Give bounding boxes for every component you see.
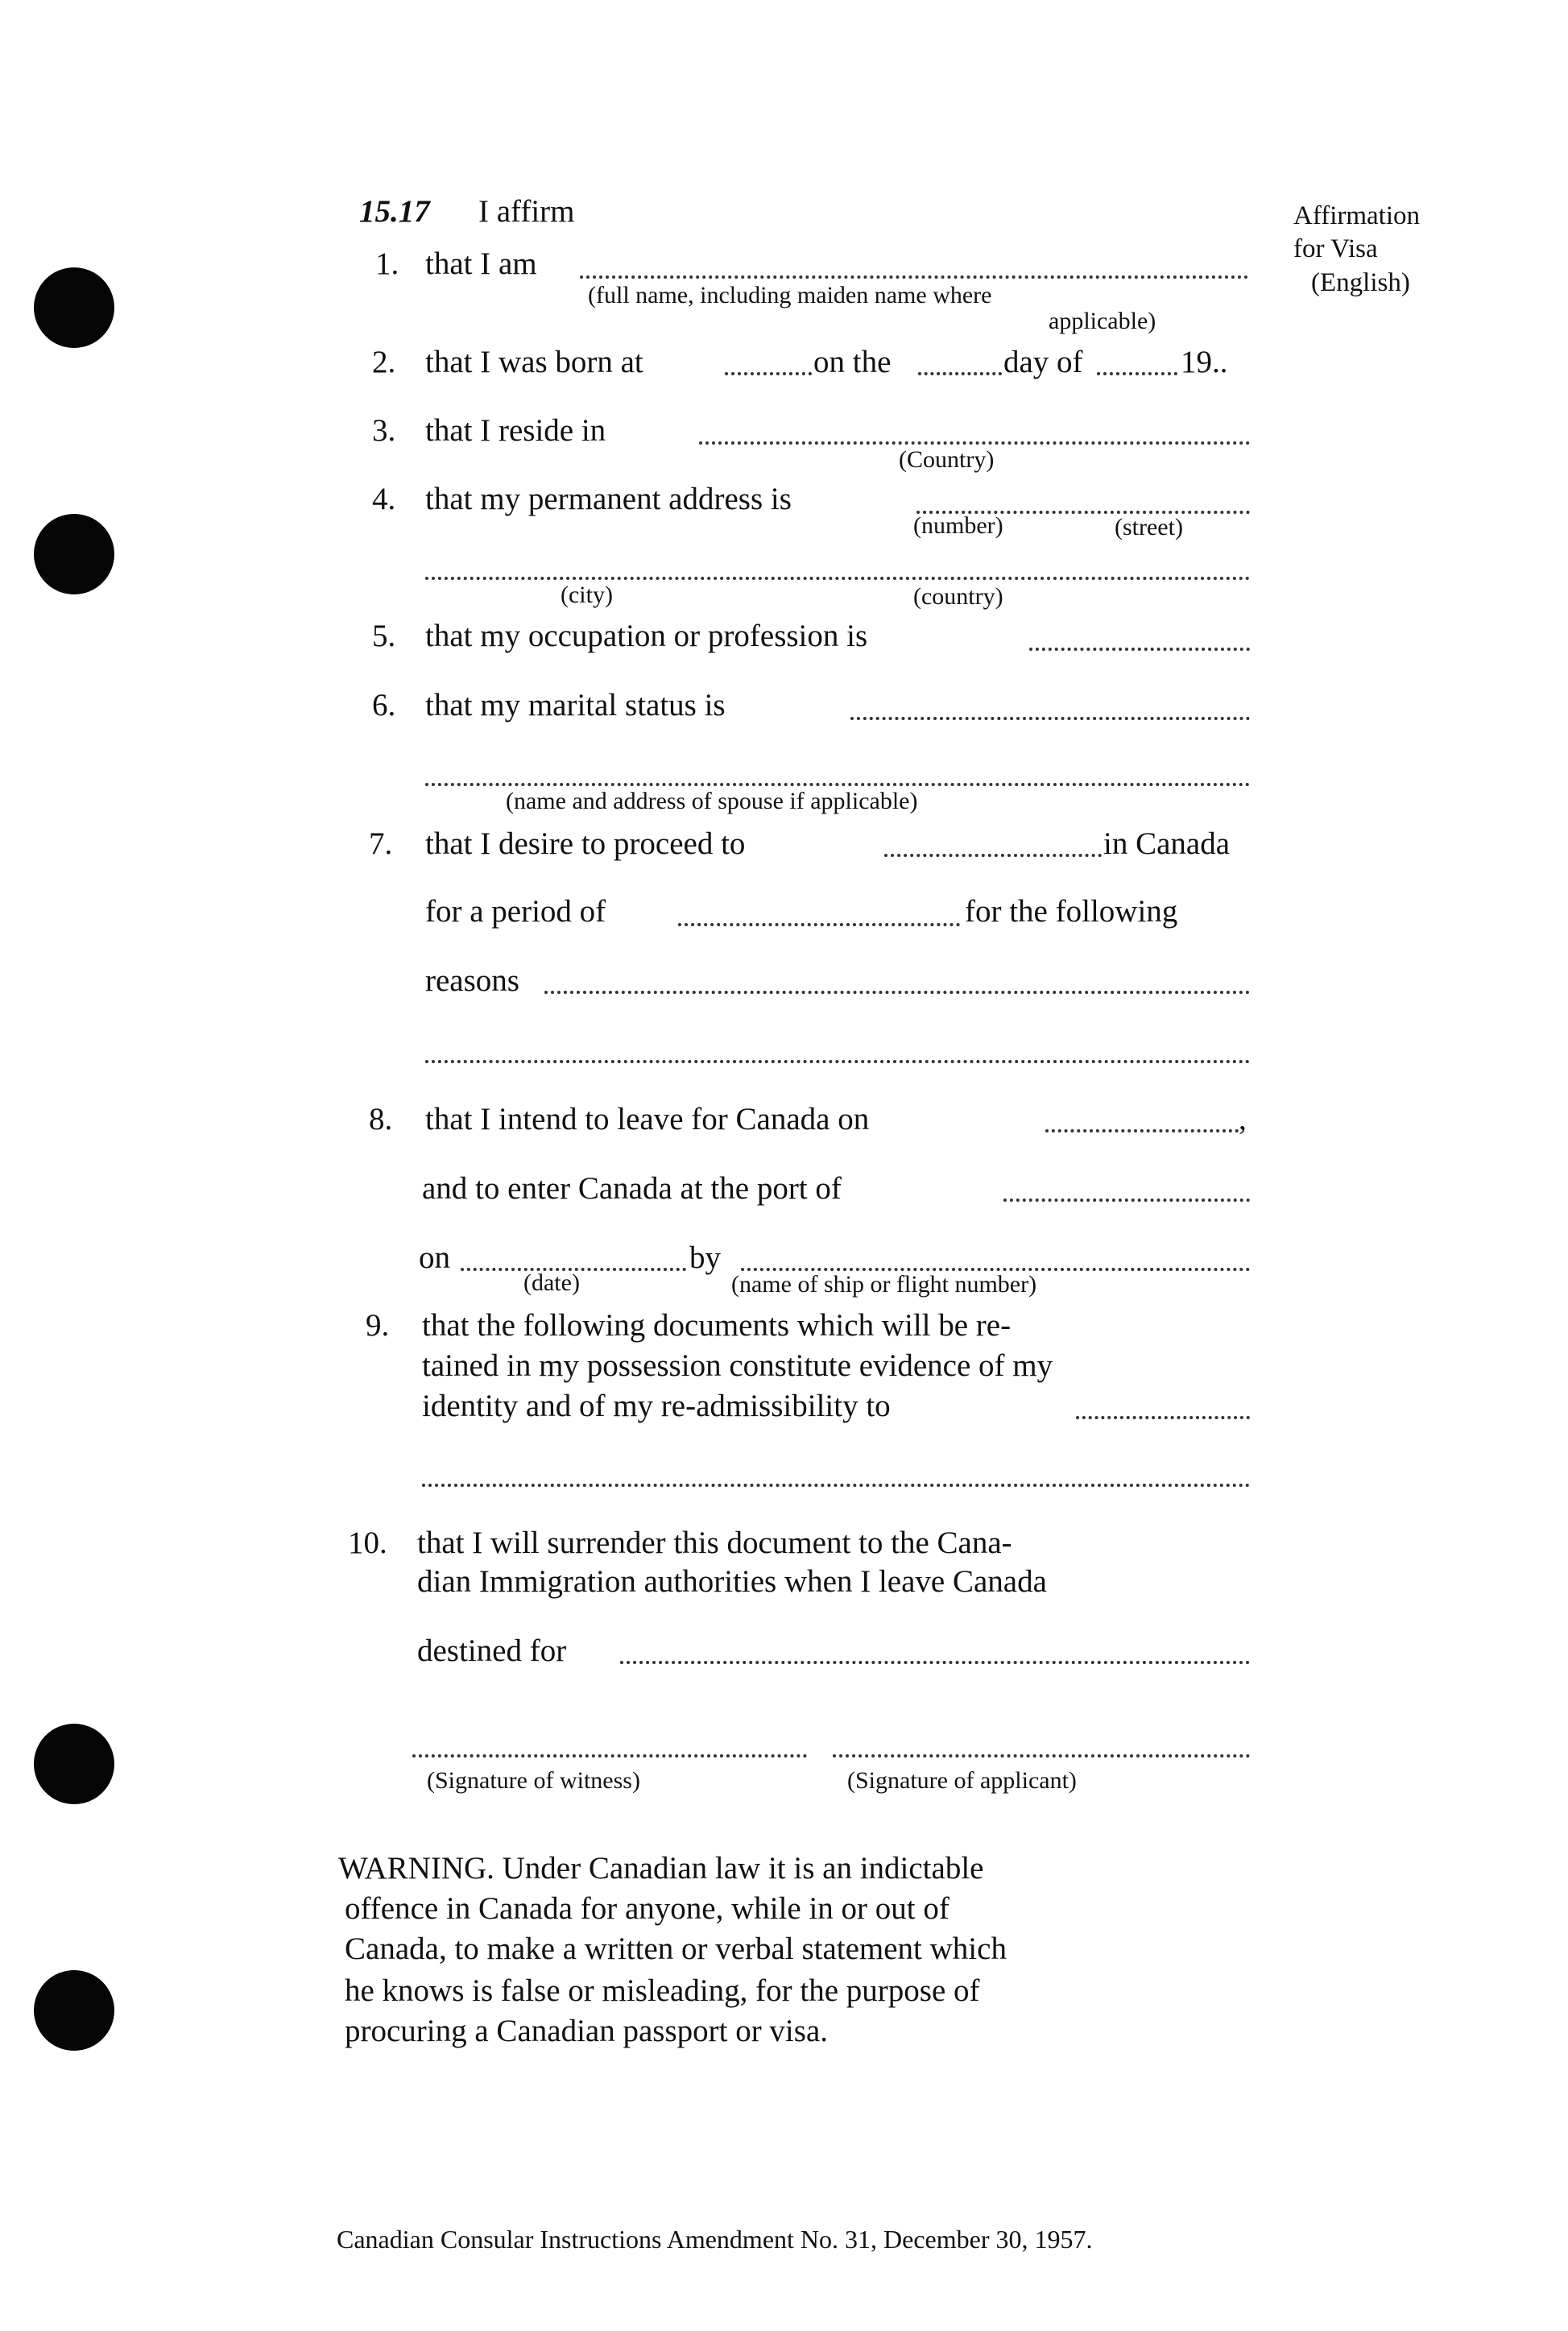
footer-citation: Canadian Consular Instructions Amendment No. 31, December 30, 1957. xyxy=(337,2225,1093,2254)
section-number: 15.17 xyxy=(359,194,430,229)
item-8-caption: (name of ship or flight number) xyxy=(731,1271,1037,1298)
item-1-caption: applicable) xyxy=(1049,308,1156,334)
item-4-blank-city[interactable] xyxy=(425,577,1250,580)
item-10-blank[interactable] xyxy=(620,1661,1250,1664)
item-2-text: day of xyxy=(1003,345,1083,379)
item-8-text: that I intend to leave for Canada on xyxy=(425,1102,870,1137)
item-3-blank[interactable] xyxy=(699,441,1250,445)
item-number: 9. xyxy=(366,1308,390,1343)
item-number: 2. xyxy=(372,345,396,379)
item-8-text: and to enter Canada at the port of xyxy=(422,1171,842,1206)
item-10-text: that I will surrender this document to the Cana- xyxy=(417,1526,1012,1560)
margin-note-line: (English) xyxy=(1311,267,1410,297)
item-2-text: on the xyxy=(813,345,892,379)
item-2-blank-month[interactable] xyxy=(1097,372,1177,375)
item-1-blank[interactable] xyxy=(580,275,1248,279)
item-2-text: 19.. xyxy=(1181,345,1228,379)
item-6-caption: (name and address of spouse if applicable) xyxy=(506,788,918,814)
item-number: 10. xyxy=(348,1526,387,1560)
item-6-blank-spouse[interactable] xyxy=(425,783,1250,786)
item-number: 7. xyxy=(369,826,393,861)
item-7-text: for a period of xyxy=(425,894,606,929)
item-number: 8. xyxy=(369,1102,393,1137)
item-9-text: tained in my possession constitute evidence of my xyxy=(422,1348,1053,1383)
item-4-caption: (city) xyxy=(561,582,613,608)
item-10-text: destined for xyxy=(417,1633,567,1668)
item-7-blank-reasons[interactable] xyxy=(544,991,1250,994)
item-number: 6. xyxy=(372,688,396,722)
item-8-blank-leave-date[interactable] xyxy=(1045,1129,1239,1132)
item-8-blank-port[interactable] xyxy=(1003,1199,1250,1202)
item-number: 4. xyxy=(372,482,396,516)
item-1-caption: (full name, including maiden name where xyxy=(588,282,992,308)
punch-hole xyxy=(34,514,114,594)
item-9-text: that the following documents which will be re- xyxy=(422,1308,1012,1343)
margin-note-line: Affirmation xyxy=(1293,201,1421,230)
item-7-text: that I desire to proceed to xyxy=(425,826,746,861)
affirm-intro: I affirm xyxy=(478,194,575,229)
item-8-text: on xyxy=(419,1240,450,1275)
item-10-text: dian Immigration authorities when I leave Canada xyxy=(417,1564,1047,1599)
item-5-blank[interactable] xyxy=(1029,648,1250,651)
applicant-signature-line[interactable] xyxy=(833,1754,1250,1758)
item-5-text: that my occupation or profession is xyxy=(425,619,868,653)
item-3-caption: (Country) xyxy=(899,446,995,473)
item-7-text: reasons xyxy=(425,963,519,998)
item-7-blank-period[interactable] xyxy=(678,923,960,926)
item-7-blank-reasons[interactable] xyxy=(425,1060,1250,1063)
item-7-text: for the following xyxy=(965,894,1178,929)
item-1-text: that I am xyxy=(425,246,537,281)
warning-text: procuring a Canadian passport or visa. xyxy=(345,2014,829,2048)
item-8-text: by xyxy=(689,1240,721,1275)
punch-hole xyxy=(34,267,114,348)
item-7-text: in Canada xyxy=(1103,826,1231,861)
item-9-blank[interactable] xyxy=(1076,1416,1250,1419)
item-number: 1. xyxy=(375,246,399,281)
item-6-text: that my marital status is xyxy=(425,688,726,722)
item-4-caption: (number) xyxy=(913,512,1003,539)
item-2-blank-place[interactable] xyxy=(725,372,812,375)
item-9-text: identity and of my re-admissibility to xyxy=(422,1389,891,1423)
item-9-blank-documents[interactable] xyxy=(422,1484,1250,1487)
witness-signature-caption: (Signature of witness) xyxy=(427,1767,640,1794)
item-7-blank-destination[interactable] xyxy=(884,854,1102,857)
item-4-text: that my permanent address is xyxy=(425,482,792,516)
applicant-signature-caption: (Signature of applicant) xyxy=(847,1767,1077,1794)
item-number: 5. xyxy=(372,619,396,653)
item-3-text: that I reside in xyxy=(425,413,606,448)
item-8-text: , xyxy=(1239,1102,1247,1137)
item-2-text: that I was born at xyxy=(425,345,643,379)
margin-note-line: for Visa xyxy=(1293,234,1378,264)
item-number: 3. xyxy=(372,413,396,448)
item-4-caption: (country) xyxy=(913,583,1003,610)
item-6-blank[interactable] xyxy=(850,717,1250,720)
margin-note xyxy=(1293,200,1420,300)
item-8-caption: (date) xyxy=(523,1269,580,1296)
warning-text: Canada, to make a written or verbal statement which xyxy=(345,1931,1007,1966)
warning-text: offence in Canada for anyone, while in or out of xyxy=(345,1891,949,1926)
witness-signature-line[interactable] xyxy=(412,1754,807,1758)
warning-text: WARNING. Under Canadian law it is an indictable xyxy=(338,1851,984,1886)
item-4-caption: (street) xyxy=(1115,514,1183,540)
warning-text: he knows is false or misleading, for the purpose of xyxy=(345,1973,980,2008)
item-2-blank-day[interactable] xyxy=(918,372,1002,375)
punch-hole xyxy=(34,1970,114,2051)
punch-hole xyxy=(34,1724,114,1804)
